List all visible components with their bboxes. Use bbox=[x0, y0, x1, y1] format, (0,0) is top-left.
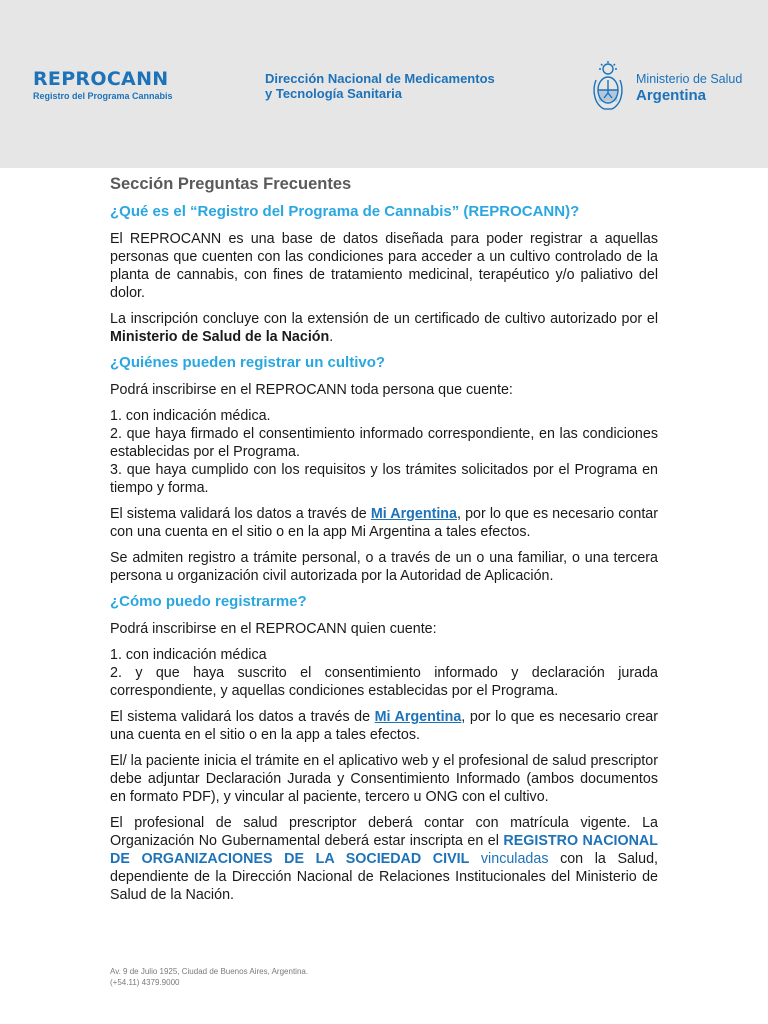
text: con la Salud, dependiente de la Dirección Nacional de Relaciones Institucionales del Ministerio de Salud de la Nación. bbox=[110, 851, 658, 903]
footer-phone: (+54.11) 4379.9000 bbox=[110, 978, 180, 987]
text: La inscripción concluye con la extensión de un certificado de cultivo autorizado por el bbox=[110, 311, 658, 327]
text: . bbox=[329, 329, 334, 345]
paragraph bbox=[110, 310, 658, 346]
ministry-bold-text: Ministerio de Salud de la Nación bbox=[110, 329, 330, 345]
page-header bbox=[0, 0, 768, 168]
text: , por lo que es necesario crear una cuenta en el sitio o en la app a tales efectos. bbox=[110, 709, 658, 743]
requirements-list bbox=[110, 407, 658, 497]
mi-argentina-link[interactable]: Mi Argentina bbox=[374, 709, 462, 725]
direction-line-2: y Tecnología Sanitaria bbox=[265, 86, 403, 101]
section-title: Sección Preguntas Frecuentes bbox=[110, 175, 352, 193]
reprocann-logo bbox=[33, 68, 173, 102]
paragraph: Se admiten registro a trámite personal, o a través de un o una familiar, o una tercera persona u organización civil autorizada por la Autoridad de Aplicación. bbox=[110, 550, 658, 584]
list-item: 3. que haya cumplido con los requisitos y los trámites solicitados por el Programa en tiempo y forma. bbox=[110, 462, 658, 496]
text: El sistema validará los datos a través de bbox=[110, 506, 371, 522]
paragraph bbox=[110, 505, 658, 541]
footer-address: Av. 9 de Julio 1925, Ciudad de Buenos Aires, Argentina. bbox=[110, 967, 309, 976]
ministry-country: Argentina bbox=[636, 87, 707, 104]
paragraph: El/ la paciente inicia el trámite en el aplicativo web y el profesional de salud prescriptor debe adjuntar Declaración Jurada y Consentimiento Informado (ambos documentos en formato PDF), y vincular al paciente, tercero u ONG con el cultivo. bbox=[110, 753, 658, 805]
registry-name: REGISTRO NACIONAL DE ORGANIZACIONES DE LA SOCIEDAD CIVIL bbox=[110, 833, 658, 867]
mi-argentina-link[interactable]: Mi Argentina bbox=[370, 506, 457, 522]
list-item: 1. con indicación médica bbox=[110, 647, 267, 663]
text: El sistema validará los datos a través de bbox=[110, 709, 375, 725]
registry-suffix: vinculadas bbox=[469, 851, 549, 867]
requirements-list bbox=[110, 646, 658, 700]
list-item: 2. que haya firmado el consentimiento informado correspondiente, en las condiciones establecidas por el Programa. bbox=[110, 426, 658, 460]
direction-line-1: Dirección Nacional de Medicamentos bbox=[265, 71, 495, 86]
question-what-is: ¿Qué es el “Registro del Programa de Cannabis” (REPROCANN)? bbox=[110, 203, 580, 220]
ministry-name: Ministerio de Salud bbox=[636, 72, 743, 86]
question-who-can-register: ¿Quiénes pueden registrar un cultivo? bbox=[110, 354, 386, 371]
logo-title: REPROCANN bbox=[33, 68, 169, 90]
logo-subtitle: Registro del Programa Cannabis bbox=[33, 91, 173, 101]
question-how-to-register: ¿Cómo puedo registrarme? bbox=[110, 593, 307, 610]
paragraph: Podrá inscribirse en el REPROCANN quien cuente: bbox=[110, 621, 437, 637]
direction-name bbox=[265, 71, 495, 101]
faq-content bbox=[110, 174, 658, 912]
paragraph: Podrá inscribirse en el REPROCANN toda persona que cuente: bbox=[110, 382, 513, 398]
list-item: 1. con indicación médica. bbox=[110, 408, 271, 424]
paragraph bbox=[110, 814, 658, 904]
page-footer bbox=[110, 966, 308, 988]
ministry-text bbox=[636, 72, 756, 104]
text: El profesional de salud prescriptor deberá contar con matrícula vigente. La Organización No Gubernamental deberá estar inscripta en el bbox=[110, 815, 658, 849]
text: , por lo que es necesario contar con una cuenta en el sitio o en la app Mi Argentina a tales efectos. bbox=[110, 506, 659, 540]
list-item: 2. y que haya suscrito el consentimiento informado y declaración jurada correspondiente, y aquellas condiciones establecidas por el Programa. bbox=[110, 665, 658, 699]
paragraph: El REPROCANN es una base de datos diseñada para poder registrar a aquellas personas que cuenten con las condiciones para acceder a un cultivo controlado de la planta de cannabis, con fines de tratamiento medicinal, terapéutico y/o paliativo del dolor. bbox=[110, 231, 658, 301]
argentina-coat-of-arms-icon bbox=[590, 60, 626, 112]
paragraph bbox=[110, 708, 658, 744]
